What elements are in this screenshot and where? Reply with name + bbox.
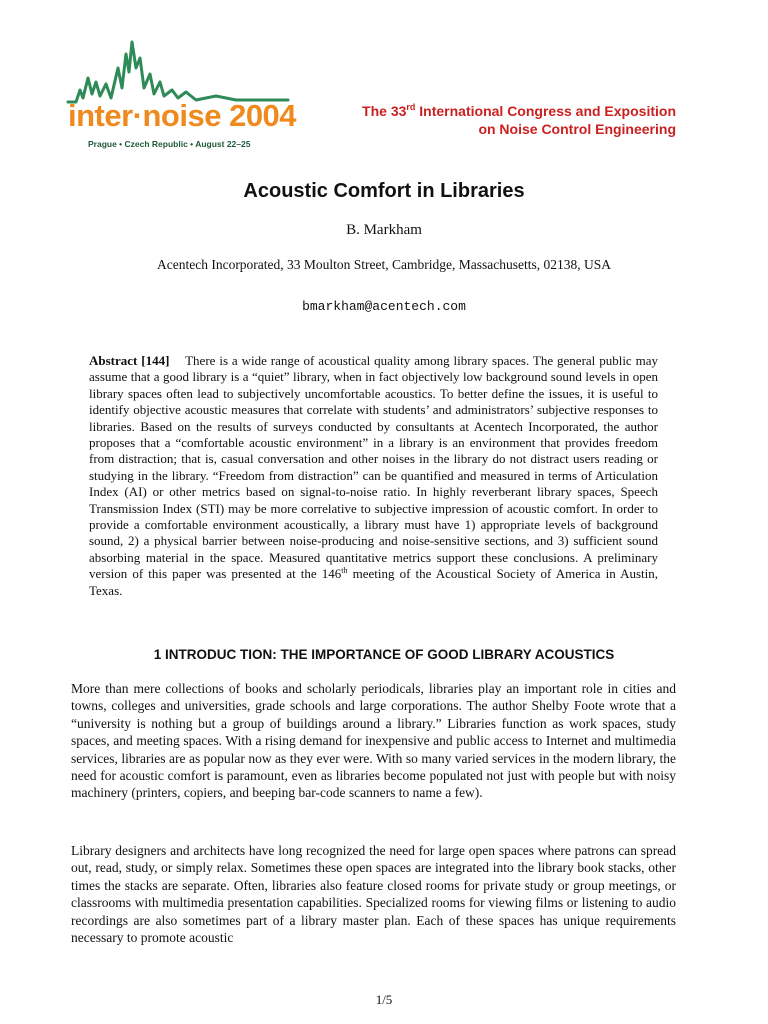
conference-logo: [66, 38, 297, 154]
abstract: [89, 353, 658, 599]
page-number: 1/5: [375, 992, 393, 1007]
congress-line-2: on Noise Control Engineering: [478, 121, 676, 137]
congress-line-1: The 33rd International Congress and Exposition: [362, 102, 676, 119]
paper-author: B. Markham: [346, 222, 422, 238]
section-heading: 1 INTRODUC TION: THE IMPORTANCE OF GOOD LIBRARY ACOUSTICS: [153, 647, 615, 662]
author-email: bmarkham@acentech.com: [302, 299, 466, 314]
logo-wordmark: inter·noise 2004: [68, 98, 297, 133]
author-affiliation: Acentech Incorporated, 33 Moulton Street, Cambridge, Massachusetts, 02138, USA: [156, 257, 612, 272]
logo-subline: Prague • Czech Republic • August 22–25: [88, 139, 251, 149]
abstract-body-1: There is a wide range of acoustical quality among library spaces. The general public may assume that a good library is a “quiet” library, when in fact objectively low background sound levels in open library spaces often lead to subjectively uncomfortable acoustics. To better define the issues, it is useful to identify objective acoustic measures that correlate with students’ and administrators’ subjective responses to libraries. Based on the results of surveys conducted by consultants at Acentech Incorporated, the author proposes that a “comfortable acoustic environment” in a library is an environment that provides freedom from distraction; that is, casual conversation and other noises in the library do not distract users reading or studying in the library. “Freedom from distraction” can be quantified and measured in terms of Articulation Index (AI) or other metrics based on signal-to-noise ratio. In highly reverberant library spaces, Speech Transmission Index (STI) may be more correlative to subjective impression of acoustic comfort. In order to provide a comfortable environment acoustically, a library must have 1) appropriate levels of background sound, 2) a physical barrier between noise-producing and noise-sensitive sections, and 3) sufficient sound absorbing material in the space. Measured quantitative metrics support these conclusions. A preliminary version of this paper was presented at the 146: [89, 353, 658, 582]
intro-paragraph-1: More than mere collections of books and scholarly periodicals, libraries play an important role in cities and towns, colleges and universities, grade schools and large corporations. The author Shelby Foote wrote that a “university is nothing but a group of buildings around a library.” Libraries function as work spaces, study spaces, and meeting spaces. With a rising demand for inexpensive and public access to Internet and multimedia services, libraries are as popular now as they ever were. With so many varied services in the modern library, the need for acoustic comfort is paramount, even as libraries become populated not just with people but with noisy machinery (printers, copiers, and beeping bar-code scanners to name a few).: [71, 681, 676, 801]
abstract-body-2: meeting of the Acoustical Society of America in Austin, Texas.: [89, 566, 659, 598]
intro-paragraph-2: Library designers and architects have long recognized the need for large open spaces where patrons can spread out, read, study, or simply relax. Sometimes these open spaces are integrated into the library book stacks, other times the stacks are separate. Often, libraries also feature closed rooms for private study or group meetings, or classrooms with multimedia presentation capabilities. Specialized rooms for viewing films or listening to audio recordings are also sometimes part of a library master plan. Each of these spaces has unique requirements necessary to promote acoustic: [71, 843, 676, 946]
abstract-superscript: th: [341, 566, 348, 576]
paper-title: Acoustic Comfort in Libraries: [243, 180, 525, 202]
abstract-label: Abstract [144]: [89, 353, 170, 368]
congress-heading: [362, 102, 676, 138]
